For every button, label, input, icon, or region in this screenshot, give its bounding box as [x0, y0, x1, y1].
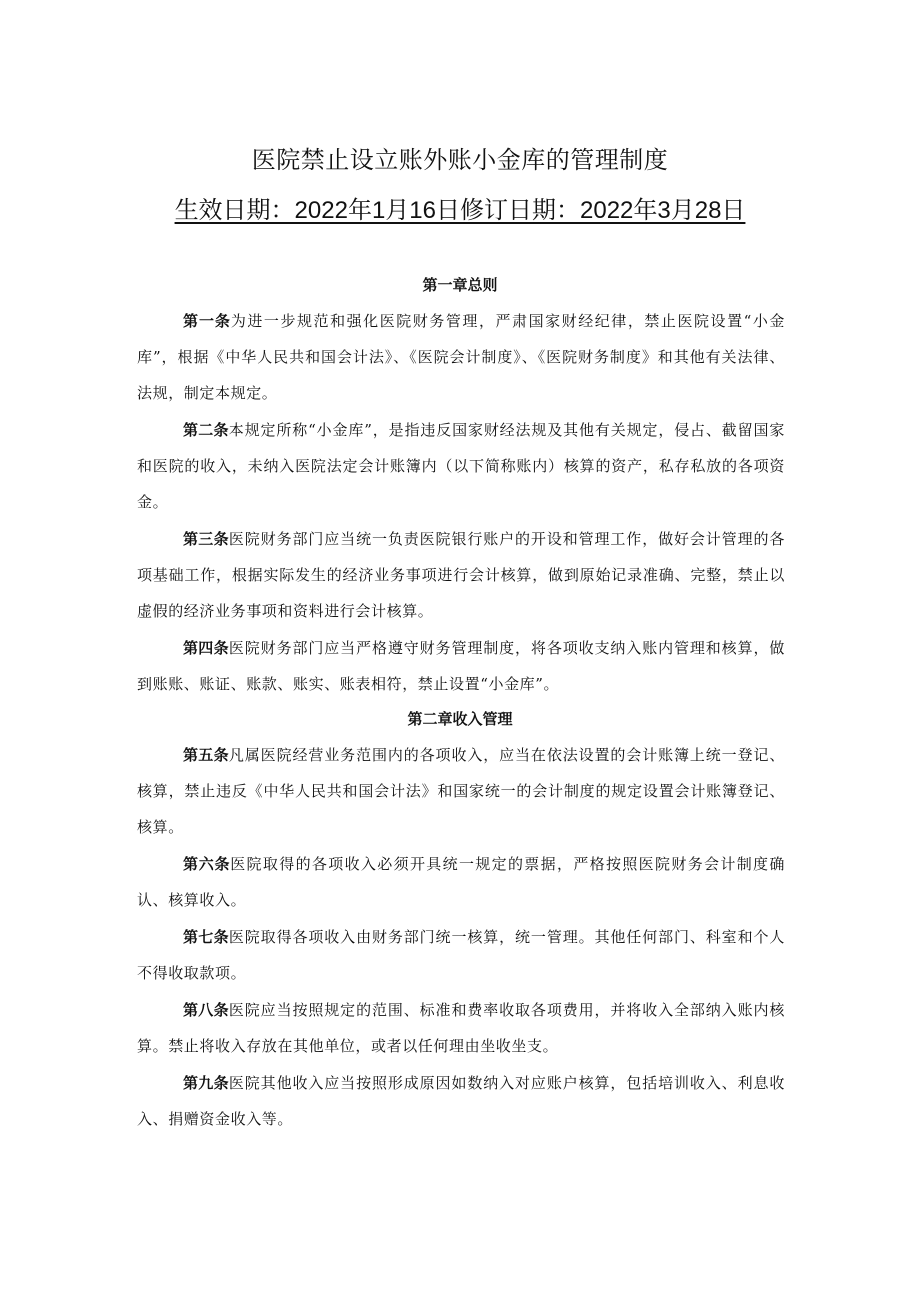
article-text: 医院应当按照规定的范围、标准和费率收取各项费用，并将收入全部纳入账内核算。禁止将收入存放在其他单位，或者以任何理由坐收坐支。 [137, 1001, 785, 1055]
article-label: 第七条 [183, 928, 229, 946]
dates-line [0, 190, 920, 225]
article-text: 凡属医院经营业务范围内的各项收入，应当在依法设置的会计账簿上统一登记、核算，禁止违反《中华人民共和国会计法》和国家统一的会计制度的规定设置会计账簿登记、核算。 [137, 746, 785, 836]
article-1 [137, 303, 785, 411]
chapter-heading-2: 第二章收入管理 [407, 710, 513, 728]
article-4 [137, 630, 785, 702]
article-label: 第四条 [183, 639, 229, 657]
article-text: 医院其他收入应当按照形成原因如数纳入对应账户核算，包括培训收入、利息收入、捐赠资金收入等。 [137, 1074, 785, 1128]
article-label: 第二条 [183, 421, 229, 439]
article-5 [137, 737, 785, 845]
article-label: 第五条 [183, 746, 229, 764]
article-text: 为进一步规范和强化医院财务管理，严肃国家财经纪律，禁止医院设置“小金库”，根据《中华人民共和国会计法》、《医院会计制度》、《医院财务制度》和其他有关法律、法规，制定本规定。 [137, 312, 785, 402]
chapter-heading-1: 第一章总则 [422, 276, 498, 294]
article-label: 第八条 [183, 1001, 229, 1019]
article-label: 第六条 [183, 855, 231, 873]
article-text: 医院取得的各项收入必须开具统一规定的票据，严格按照医院财务会计制度确认、核算收入。 [137, 855, 785, 909]
article-text: 医院取得各项收入由财务部门统一核算，统一管理。其他任何部门、科室和个人不得收取款项。 [137, 928, 785, 982]
article-label: 第三条 [183, 530, 229, 548]
article-8 [137, 992, 785, 1064]
article-9 [137, 1065, 785, 1137]
effective-revision-dates: 生效日期：2022年1月16日修订日期：2022年3月28日 [174, 197, 746, 224]
article-text: 医院财务部门应当严格遵守财务管理制度，将各项收支纳入账内管理和核算，做到账账、账证、账款、账实、账表相符，禁止设置“小金库”。 [137, 639, 785, 693]
article-6 [137, 846, 785, 918]
article-label: 第一条 [183, 312, 231, 330]
article-3 [137, 521, 785, 629]
document-title: 医院禁止设立账外账小金库的管理制度 [251, 146, 669, 174]
article-label: 第九条 [183, 1074, 229, 1092]
article-2 [137, 412, 785, 520]
article-text: 医院财务部门应当统一负责医院银行账户的开设和管理工作，做好会计管理的各项基础工作，根据实际发生的经济业务事项进行会计核算，做到原始记录准确、完整，禁止以虚假的经济业务事项和资料进行会计核算。 [137, 530, 785, 620]
article-text: 本规定所称“小金库”，是指违反国家财经法规及其他有关规定，侵占、截留国家和医院的收入，未纳入医院法定会计账簿内（以下简称账内）核算的资产，私存私放的各项资金。 [137, 421, 785, 511]
article-7 [137, 919, 785, 991]
